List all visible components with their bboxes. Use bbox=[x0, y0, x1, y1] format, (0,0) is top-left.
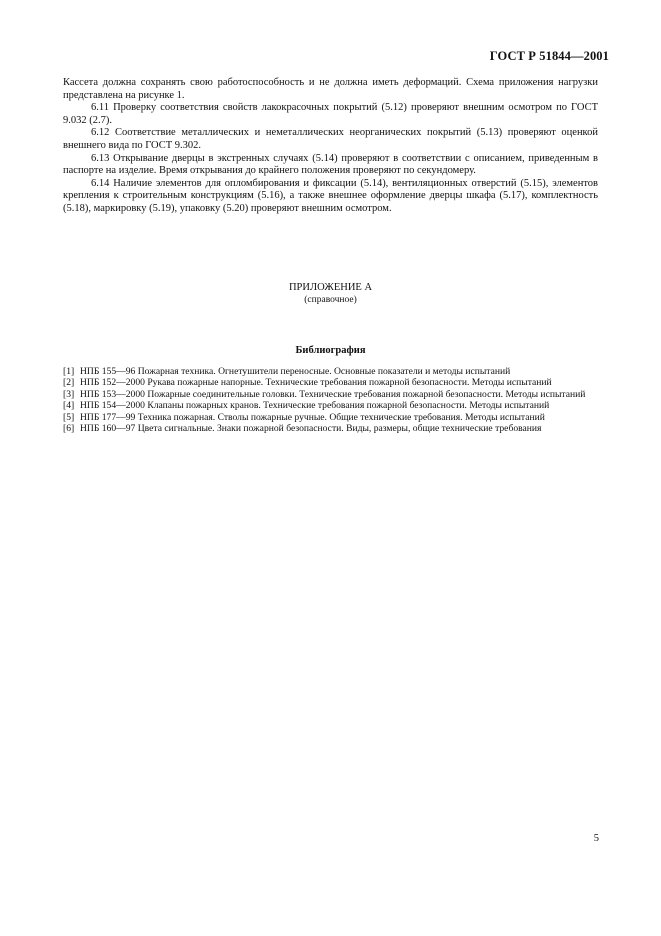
bibliography-item bbox=[63, 377, 600, 388]
bibliography-item bbox=[63, 412, 600, 423]
bibliography-text: НПБ 152—2000 Рукава пожарные напорные. Технические требования пожарной безопасности. Методы испытаний bbox=[80, 377, 552, 389]
bibliography-text: НПБ 177—99 Техника пожарная. Стволы пожарные ручные. Общие технические требования. Методы испытаний bbox=[80, 411, 545, 423]
appendix-title: ПРИЛОЖЕНИЕ А bbox=[288, 282, 373, 293]
page-number: 5 bbox=[593, 833, 599, 844]
paragraph-6-11: 6.11 Проверку соответствия свойств лакокрасочных покрытий (5.12) проверяют внешним осмотром по ГОСТ 9.032 (2.7). bbox=[63, 102, 598, 126]
bibliography-number: [4] bbox=[63, 400, 75, 412]
appendix-subtitle: (справочное) bbox=[304, 295, 357, 305]
bibliography-item bbox=[63, 400, 600, 411]
bibliography-list bbox=[63, 366, 600, 434]
paragraph-6-13: 6.13 Открывание дверцы в экстренных случаях (5.14) проверяют в соответствии с описанием, приведенным в паспорте на изделие. Время открывания до крайнего положения проверяют по секундомеру. bbox=[63, 152, 598, 177]
paragraph-6-12: 6.12 Соответствие металлических и неметаллических неорганических покрытий (5.13) проверяют оценкой внешнего вида по ГОСТ 9.302. bbox=[63, 127, 598, 151]
bibliography-title: Библиография bbox=[295, 345, 366, 356]
bibliography-text: НПБ 155—96 Пожарная техника. Огнетушители переносные. Основные показатели и методы испытаний bbox=[80, 366, 511, 377]
bibliography-number: [3] bbox=[63, 388, 75, 400]
bibliography-number: [6] bbox=[63, 423, 75, 435]
bibliography-item bbox=[63, 423, 600, 434]
bibliography-text: НПБ 153—2000 Пожарные соединительные головки. Технические требования пожарной безопасности. Методы испытаний bbox=[80, 388, 586, 400]
bibliography-number: [1] bbox=[63, 366, 75, 377]
bibliography-text: НПБ 154—2000 Клапаны пожарных кранов. Технические требования пожарной безопасности. Методы испытаний bbox=[80, 400, 550, 412]
paragraph-continuation: Кассета должна сохранять свою работоспособность и не должна иметь деформаций. Схема приложения нагрузки представлена на рисунке 1. bbox=[63, 77, 598, 101]
bibliography-item bbox=[63, 389, 600, 400]
paragraph-6-14: 6.14 Наличие элементов для опломбирования и фиксации (5.14), вентиляционных отверстий (5.15), элементов крепления к строительным конструкциям (5.16), а также внешнее оформление дверцы шкафа (5.17), комплектность (5.18), маркировку (5.19), упаковку (5.20) проверяют внешним осмотром. bbox=[63, 177, 598, 214]
bibliography-item bbox=[63, 366, 600, 377]
bibliography-number: [5] bbox=[63, 411, 75, 423]
appendix-heading bbox=[0, 282, 661, 306]
body-text bbox=[63, 77, 598, 216]
document-id-header: ГОСТ Р 51844—2001 bbox=[489, 49, 609, 63]
bibliography-number: [2] bbox=[63, 377, 75, 389]
bibliography-text: НПБ 160—97 Цвета сигнальные. Знаки пожарной безопасности. Виды, размеры, общие технические требования bbox=[80, 423, 542, 435]
